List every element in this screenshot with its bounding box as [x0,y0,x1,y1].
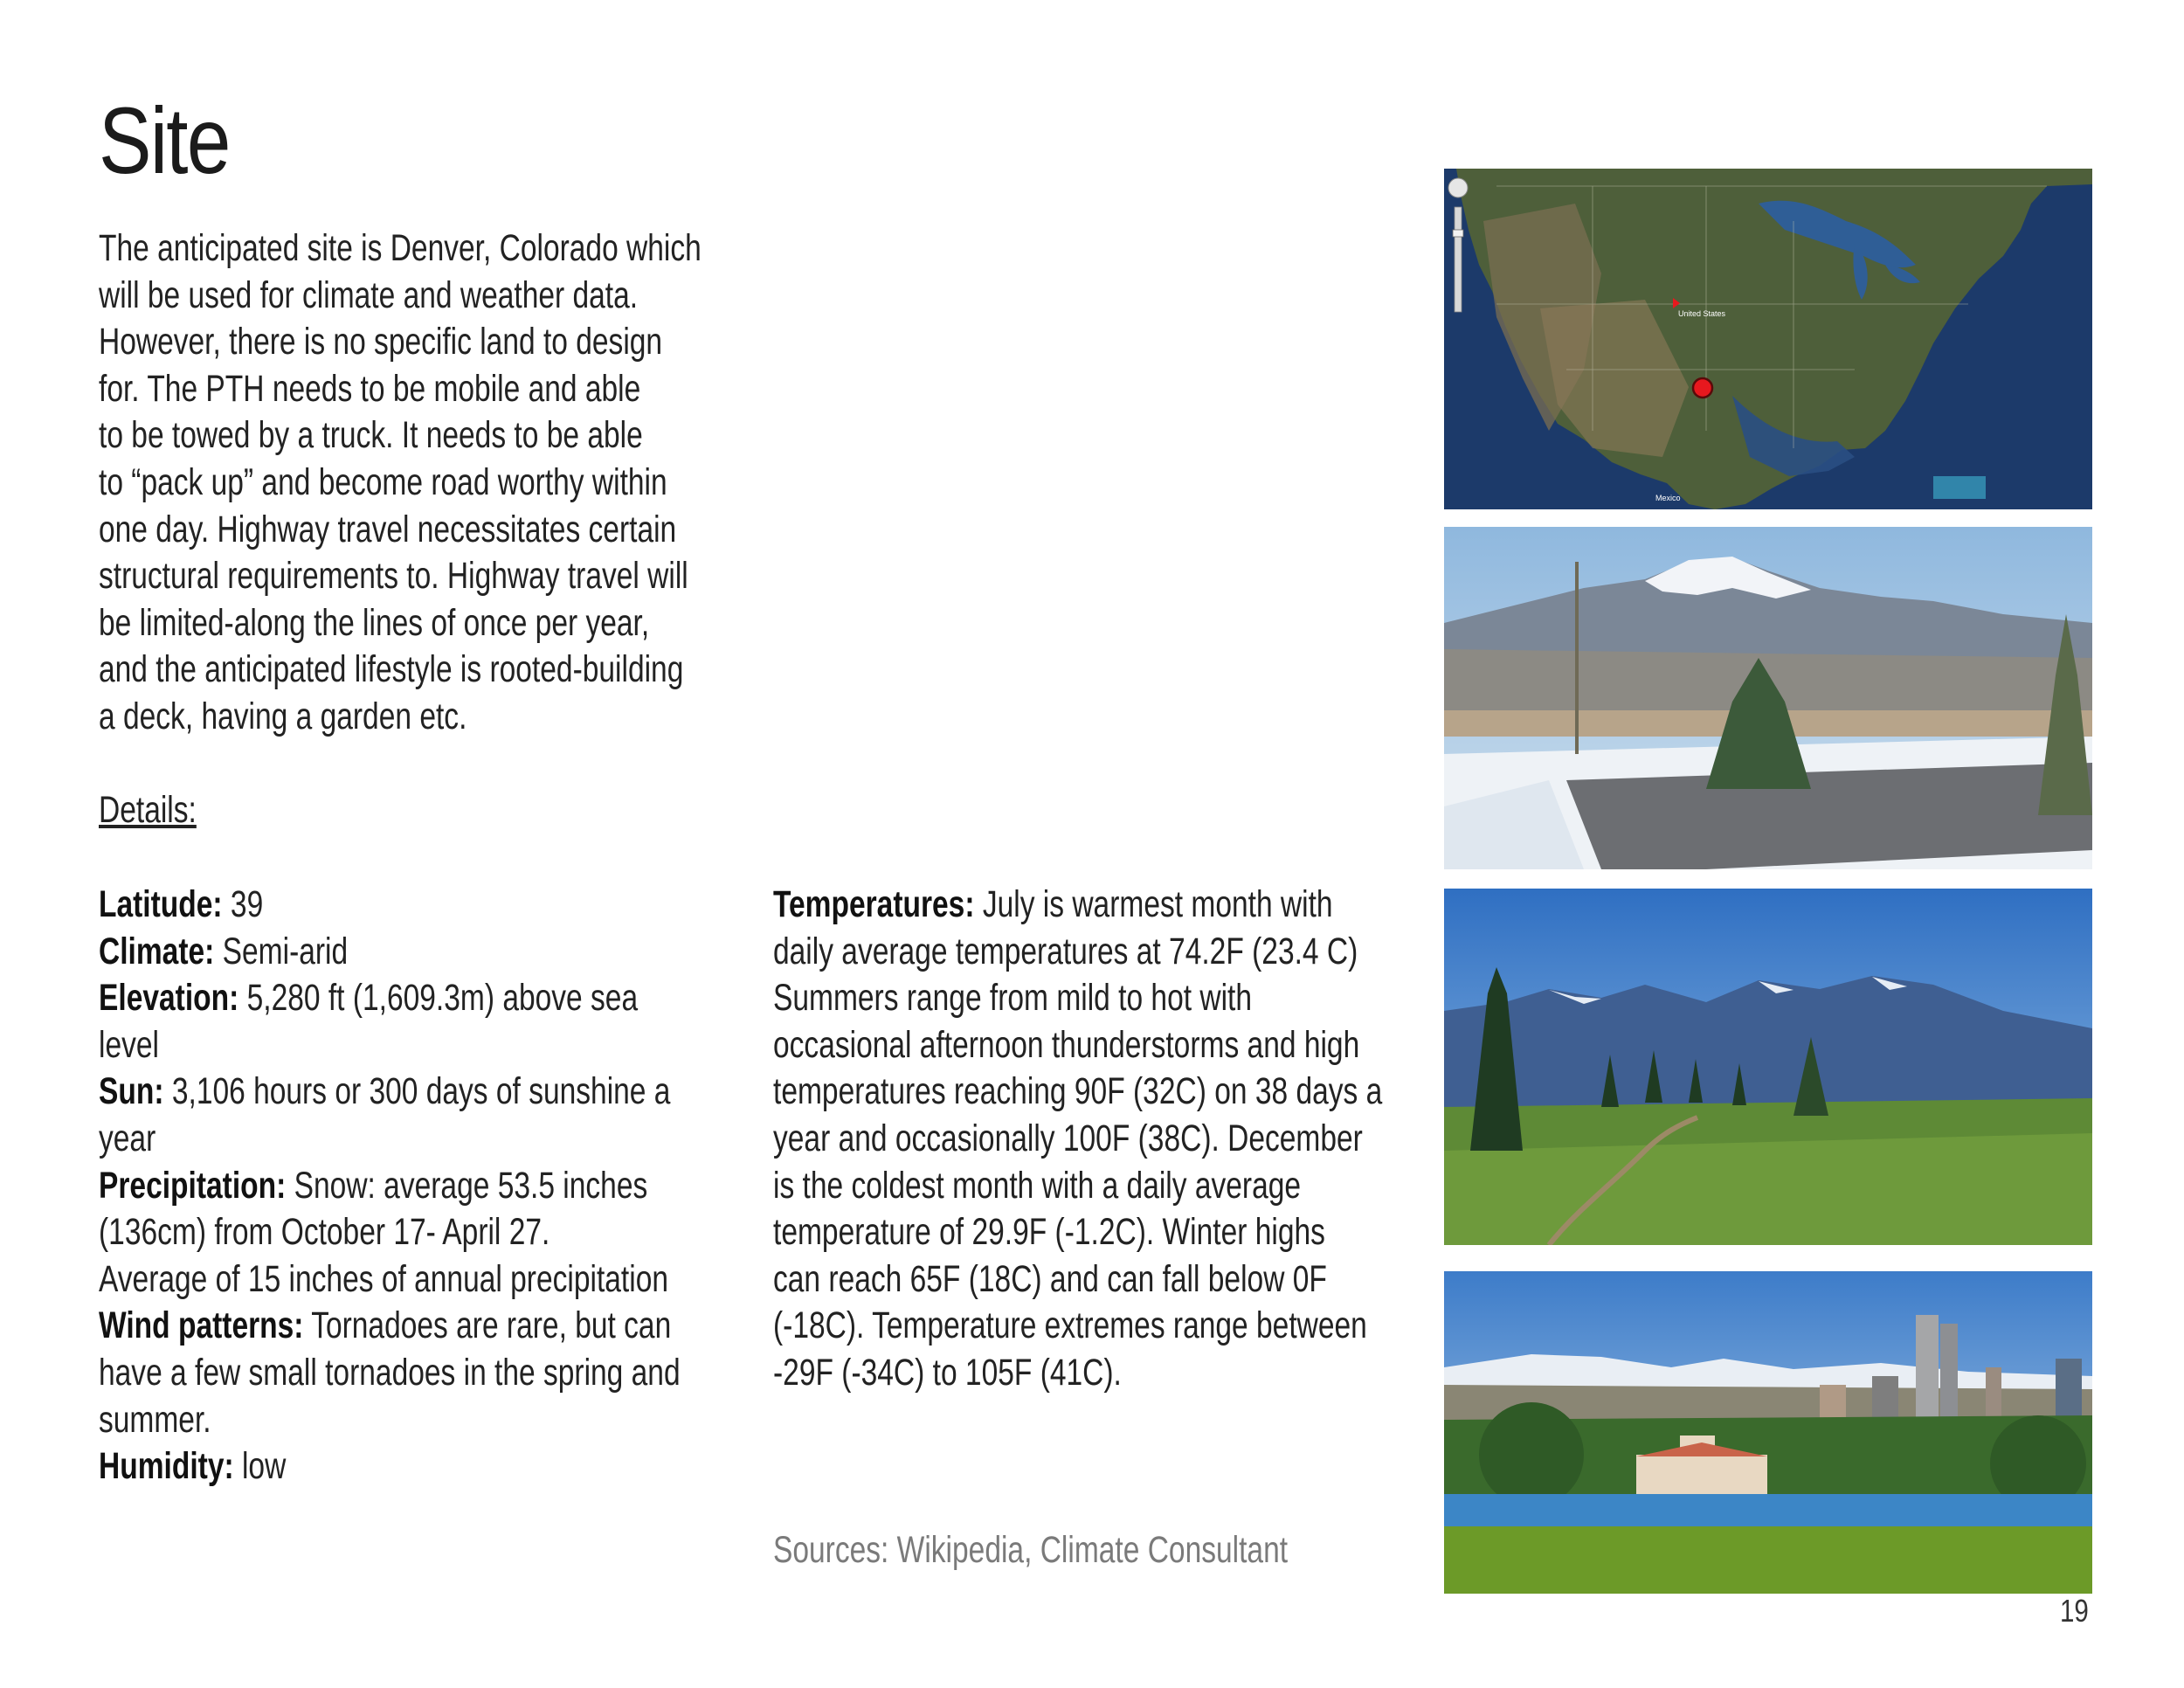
temperatures-line: temperature of 29.9F (-1.2C). Winter highs [773,1211,1325,1254]
temperatures-paragraph [773,882,1438,1397]
meadow-mountain-photo [1444,889,2092,1245]
sun-row-cont: year [99,1117,156,1159]
precipitation-row [99,1163,766,1210]
sun-value: 3,106 hours or 300 days of sunshine a [163,1070,671,1113]
humidity-label: Humidity: [99,1445,234,1488]
meadow-mountain-graphic [1444,889,2092,1245]
intro-line: and the anticipated lifestyle is rooted-building [99,648,684,691]
page-number: 19 [2060,1593,2089,1629]
wind-row-cont: have a few small tornadoes in the spring and [99,1351,681,1394]
sources-note: Sources: Wikipedia, Climate Consultant [773,1529,1289,1571]
latitude-label: Latitude: [99,883,223,925]
map-country-label: United States [1678,309,1726,318]
precipitation-label: Precipitation: [99,1164,287,1207]
intro-line: The anticipated site is Denver, Colorado which [99,227,702,269]
intro-line: structural requirements to. Highway travel will [99,555,688,598]
temperatures-line: temperatures reaching 90F (32C) on 38 days a [773,1070,1383,1113]
temperatures-label: Temperatures: [773,883,975,925]
snowy-mountain-photo [1444,527,2092,869]
temperatures-value: July is warmest month with [974,883,1333,925]
snowy-mountain-graphic [1444,527,2092,869]
wind-row [99,1303,766,1350]
wind-row-cont: summer. [99,1398,211,1441]
details-heading: Details: [99,789,197,831]
precipitation-row-cont: Average of 15 inches of annual precipitation [99,1257,669,1300]
precipitation-value: Snow: average 53.5 inches [286,1164,648,1207]
latitude-value: 39 [222,883,264,925]
intro-line: a deck, having a garden etc. [99,695,467,737]
latitude-row [99,882,766,929]
denver-skyline-photo [1444,1271,2092,1594]
temperatures-line: -29F (-34C) to 105F (41C). [773,1351,1122,1394]
sun-label: Sun: [99,1070,164,1113]
temperatures-line: can reach 65F (18C) and can fall below 0F [773,1257,1327,1300]
intro-line: for. The PTH needs to be mobile and able [99,367,641,410]
elevation-label: Elevation: [99,977,239,1020]
humidity-value: low [233,1445,287,1488]
intro-line: one day. Highway travel necessitates certain [99,508,677,550]
temperatures-row [773,882,1438,929]
climate-value: Semi-arid [214,930,349,972]
denver-skyline-graphic [1444,1271,2092,1594]
us-map-graphic [1444,169,2092,509]
temperatures-line: daily average temperatures at 74.2F (23.4 C) [773,930,1358,972]
climate-label: Climate: [99,930,215,972]
climate-row [99,929,766,976]
intro-line: to be towed by a truck. It needs to be able [99,414,643,457]
intro-line: However, there is no specific land to design [99,321,663,363]
temperatures-line: is the coldest month with a daily average [773,1164,1302,1207]
wind-label: Wind patterns: [99,1304,304,1347]
intro-line: be limited-along the lines of once per year, [99,601,650,644]
intro-line: to “pack up” and become road worthy within [99,460,667,503]
humidity-row [99,1443,766,1491]
intro-paragraph [99,225,780,741]
intro-line: will be used for climate and weather data. [99,273,639,316]
elevation-value: 5,280 ft (1,609.3m) above sea [238,977,639,1020]
site-details-list [99,882,766,1491]
map-mexico-label: Mexico [1655,494,1681,502]
temperatures-line: (-18C). Temperature extremes range between [773,1304,1367,1347]
page-title: Site [99,87,230,193]
wind-value: Tornadoes are rare, but can [303,1304,672,1347]
elevation-row [99,975,766,1022]
precipitation-row-cont: (136cm) from October 17- April 27. [99,1211,550,1254]
temperatures-line: occasional afternoon thunderstorms and high [773,1023,1360,1066]
us-satellite-map [1444,169,2092,509]
temperatures-line: year and occasionally 100F (38C). December [773,1117,1363,1159]
sun-row [99,1069,766,1116]
elevation-row-cont: level [99,1023,159,1066]
temperatures-line: Summers range from mild to hot with [773,977,1253,1020]
site-location-marker [1693,378,1712,398]
